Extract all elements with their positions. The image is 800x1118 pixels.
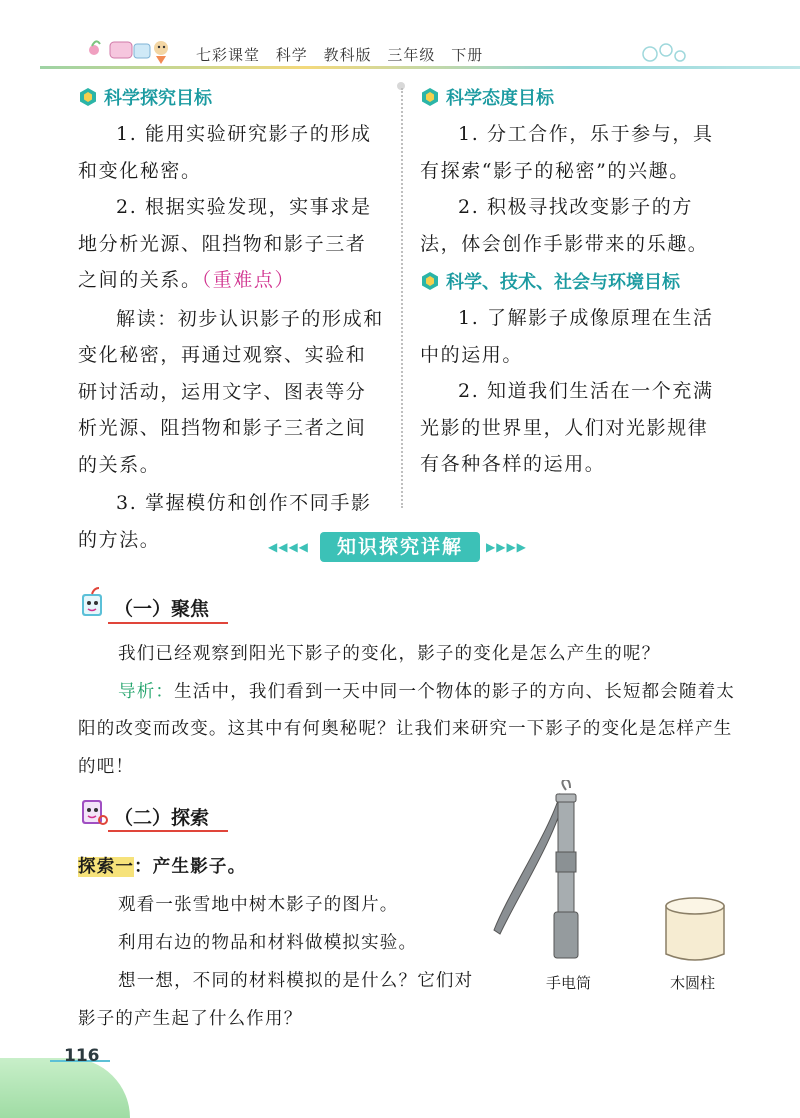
interpretation-note: 解读：初步认识影子的形成和变化秘密，再通过观察、实验和研讨活动，运用文字、图表等分析光源、阻挡物和影子三者之间的关系。: [78, 307, 384, 476]
footer-decoration: [0, 1058, 130, 1118]
column-divider: [401, 88, 403, 508]
stse-goals: [420, 300, 728, 483]
explore-one-line: 探索一：产生影子。: [78, 857, 247, 877]
wooden-cylinder-illustration: [660, 892, 730, 966]
flashlight-caption: 手电筒: [546, 974, 592, 992]
attitude-goal-1: 1. 分工合作，乐于参与，具有探索“影子的秘密”的兴趣。: [420, 123, 714, 182]
flashlight-illustration: [490, 780, 600, 960]
inquiry-goals: [78, 116, 386, 558]
left-column: [78, 84, 386, 558]
section-title-stse: 科学、技术、社会与环境目标: [420, 268, 728, 294]
inquiry-goal-3: 3. 掌握模仿和创作不同手影的方法。: [78, 492, 372, 551]
right-column: [420, 84, 728, 483]
section1-underline: [108, 622, 228, 624]
decorative-bubbles-icon: [640, 40, 710, 64]
section2-underline: [108, 830, 228, 832]
inquiry-goal-1: 1. 能用实验研究影子的形成和变化秘密。: [78, 123, 372, 182]
activity-line-3: 想一想，不同的材料模拟的是什么？它们对影子的产生起了什么作用？: [78, 971, 474, 1029]
guide-label: 导析：: [118, 681, 175, 702]
hexagon-icon: [78, 87, 98, 107]
explore-label: 探索一: [78, 857, 135, 877]
stse-goal-2: 2. 知道我们生活在一个充满光影的世界里，人们对光影规律有各种各样的运用。: [420, 380, 714, 475]
section-banner: 知识探究详解: [320, 532, 480, 562]
key-point-tag: （重难点）: [201, 269, 296, 291]
header-rule: [40, 66, 800, 69]
banner-right-arrows-icon: ▶▶▶▶: [486, 540, 527, 554]
section2-heading: （二）探索: [114, 807, 210, 829]
activity-line-2: 利用右边的物品和材料做模拟实验。: [118, 933, 418, 953]
attitude-goals: [420, 116, 728, 262]
banner-left-arrows-icon: ◀◀◀◀: [268, 540, 309, 554]
attitude-goal-2: 2. 积极寻找改变影子的方法，体会创作手影带来的乐趣。: [420, 196, 709, 255]
stse-goal-1: 1. 了解影子成像原理在生活中的运用。: [420, 307, 714, 366]
mascot-magnifier-icon: [76, 794, 108, 828]
page-number: 116: [64, 1046, 100, 1066]
guide-paragraph: 导析：生活中，我们看到一天中同一个物体的影子的方向、长短都会随着太阳的改变而改变。这其中有何奥秘呢？让我们来研究一下影子的变化是怎样产生的吧！: [78, 681, 736, 777]
section-title-inquiry: 科学探究目标: [78, 84, 386, 110]
hexagon-icon: [420, 271, 440, 291]
inquiry-goal-2: 2. 根据实验发现，实事求是地分析光源、阻挡物和影子三者之间的关系。（重难点）: [78, 196, 372, 291]
section2-body: [78, 848, 498, 1038]
section1-heading: （一）聚焦: [114, 598, 210, 620]
cylinder-caption: 木圆柱: [670, 974, 716, 992]
series-logo: [86, 36, 186, 66]
section1-body: [78, 636, 738, 786]
running-header: 七彩课堂 科学 教科版 三年级 下册: [196, 46, 484, 64]
focus-question: 我们已经观察到阳光下影子的变化，影子的变化是怎么产生的呢？: [118, 644, 661, 664]
hexagon-icon: [420, 87, 440, 107]
mascot-book-icon: [76, 586, 108, 620]
section-title-attitude: 科学态度目标: [420, 84, 728, 110]
activity-line-1: 观看一张雪地中树木影子的图片。: [118, 895, 399, 915]
